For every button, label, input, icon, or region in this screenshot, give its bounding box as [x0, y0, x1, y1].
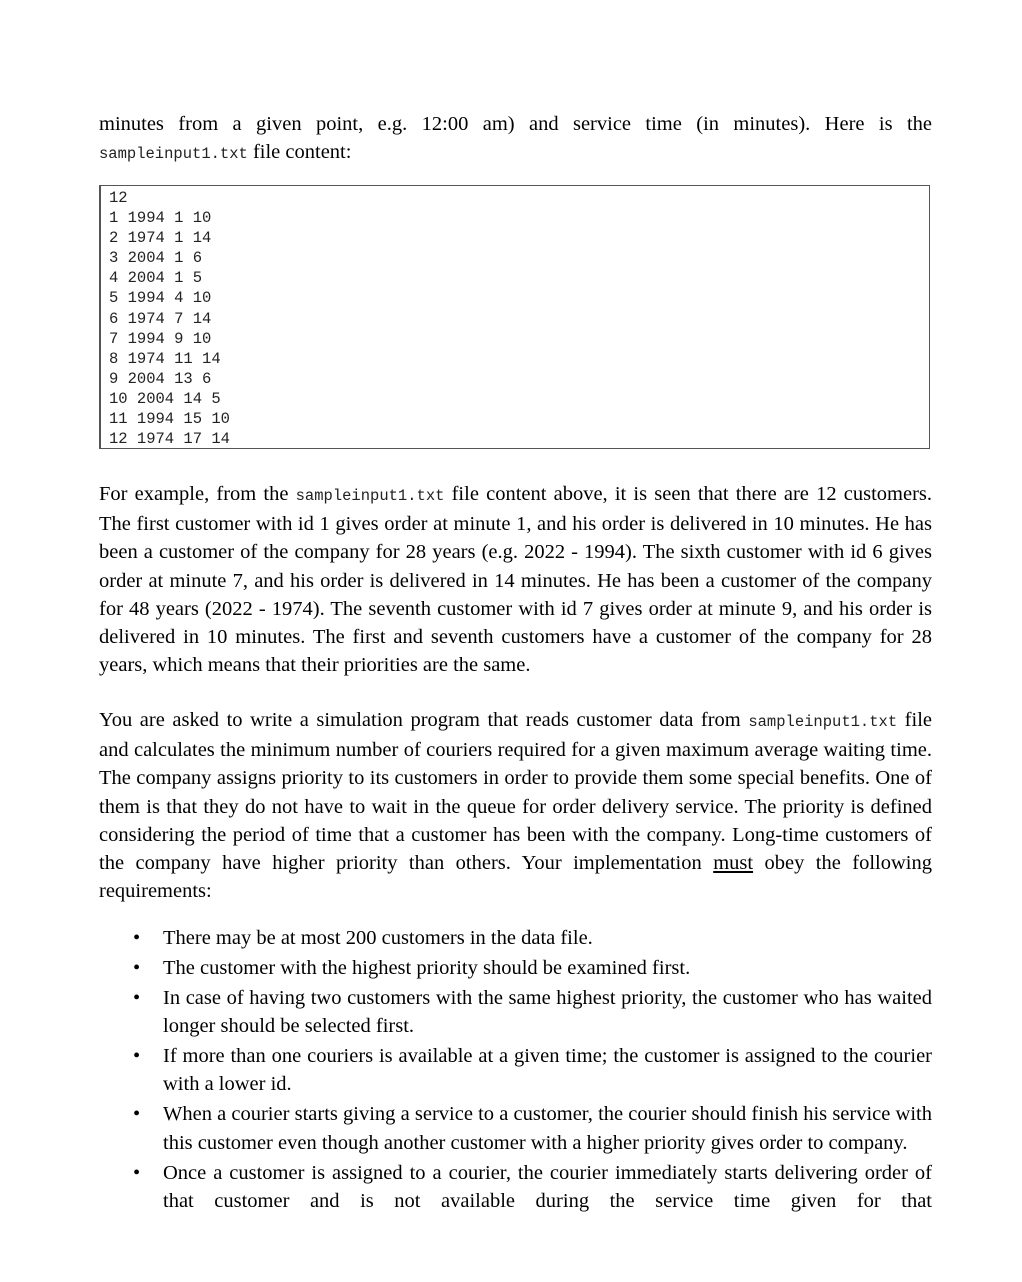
intro-paragraph	[99, 110, 932, 168]
code-line: 1 1994 1 10	[109, 209, 212, 228]
task-text: You are asked to write a simulation program that reads customer data from	[99, 709, 749, 731]
task-paragraph	[99, 706, 932, 905]
list-item-text: When a courier starts giving a service to a customer, the courier should finish his service with this customer even though another customer with a higher priority gives order to company.	[163, 1103, 932, 1154]
list-item-text: The customer with the highest priority should be examined first.	[163, 957, 691, 979]
example-paragraph	[99, 480, 932, 679]
code-line: 9 2004 13 6	[109, 369, 212, 388]
bullet-icon: •	[133, 1045, 141, 1068]
list-item	[99, 984, 932, 1040]
bullet-icon: •	[133, 987, 141, 1009]
list-item	[99, 1042, 932, 1098]
list-item-text: If more than one couriers is available at a given time; the customer is assigned to the courier with a lower id.	[163, 1045, 932, 1096]
code-line: 2 1974 1 14	[109, 229, 212, 248]
file-content-box	[99, 185, 930, 449]
bullet-icon: •	[133, 1161, 141, 1184]
code-line: 7 1994 9 10	[109, 329, 212, 348]
example-text: For example, from the	[99, 483, 296, 505]
task-text-end: obey the following requirements:	[99, 852, 932, 903]
code-line: 3 2004 1 6	[109, 249, 203, 268]
intro-text: minutes from a given point, e.g. 12:00 am) and service time (in minutes). Here is the	[99, 113, 932, 135]
bullet-icon: •	[133, 957, 141, 979]
list-item-text: Once a customer is assigned to a courier, the courier immediately starts delivering order of that customer and is not available during the service time given for that	[163, 1161, 932, 1212]
code-line: 6 1974 7 14	[109, 309, 212, 328]
list-item-text: In case of having two customers with the same highest priority, the customer who has waited longer should be selected first.	[163, 987, 932, 1038]
filename-code: sampleinput1.txt	[99, 145, 248, 164]
code-line: 5 1994 4 10	[109, 289, 212, 308]
list-item	[99, 1159, 932, 1215]
task-text-middle: file and calculates the minimum number of couriers required for a given maximum average waiting time. The company assigns priority to its customers in order to provide them some special benefits. One of them is that they do not have to wait in the queue for order delivery service. The priority is defined considering the period of time that a customer has been with the company. Long-time customers of the company have higher priority than others. Your implementation	[99, 709, 932, 875]
code-line: 4 2004 1 5	[109, 269, 203, 288]
list-item	[99, 924, 932, 952]
filename-code: sampleinput1.txt	[748, 713, 898, 731]
code-line: 11 1994 15 10	[109, 410, 230, 429]
list-item-text: There may be at most 200 customers in the data file.	[163, 927, 593, 949]
code-line: 8 1974 11 14	[109, 349, 221, 368]
code-line: 12	[109, 189, 128, 207]
emphasis-must: must	[713, 852, 754, 875]
filename-code: sampleinput1.txt	[295, 487, 445, 505]
list-item	[99, 1100, 932, 1156]
code-line: 10 2004 14 5	[109, 389, 221, 408]
example-text-rest: file content above, it is seen that there are 12 customers. The first customer with id 1 gives order at minute 1, and his order is delivered in 10 minutes. He has been a customer of the company for 28 years (e.g. 2022 - 1994). The sixth customer with id 6 gives order at minute 7, and his order is delivered in 14 minutes. He has been a customer of the company for 48 years (2022 - 1974). The seventh customer with id 7 gives order at minute 9, and his order is delivered in 10 minutes. The first and seventh customers have a customer of the company for 28 years, which means that their priorities are the same.	[99, 483, 932, 677]
intro-text-end: file content:	[247, 141, 352, 164]
code-line: 12 1974 17 14	[109, 430, 230, 449]
requirements-list	[99, 924, 932, 1217]
bullet-icon: •	[133, 927, 141, 949]
list-item	[99, 954, 932, 982]
bullet-icon: •	[133, 1103, 141, 1126]
